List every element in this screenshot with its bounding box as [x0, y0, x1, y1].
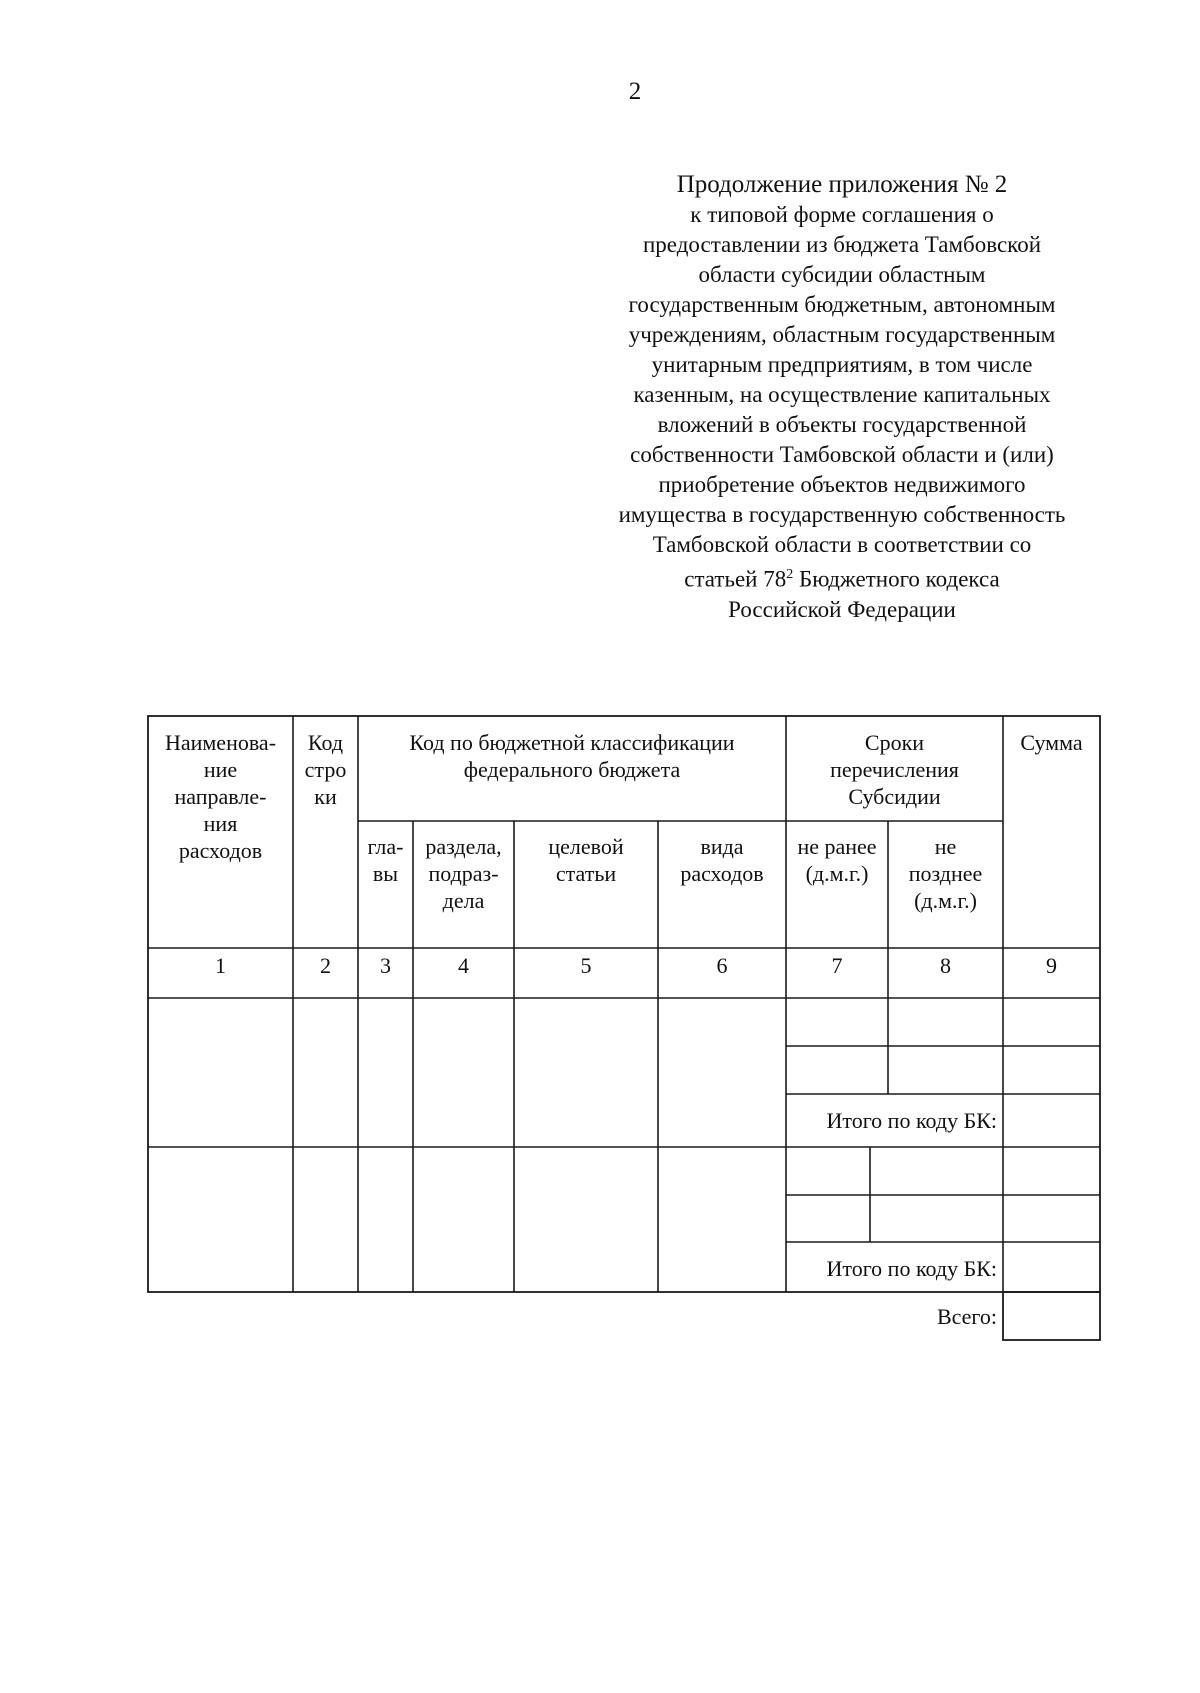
header-target-article: целевой статьи [548, 834, 624, 886]
column-number: 6 [716, 953, 728, 978]
header-not-earlier: не ранее (д.м.г.) [797, 834, 877, 886]
column-number: 4 [458, 953, 469, 978]
total-box [1003, 1292, 1100, 1340]
header-terms-group: Сроки перечисления Субсидии [830, 730, 959, 809]
header-kbk-group: Код по бюджетной классификации федерального бюджета [409, 730, 735, 782]
appendix-line: к типовой форме соглашения о [690, 202, 994, 227]
column-number: 5 [580, 953, 592, 978]
appendix-line: области субсидии областным [698, 262, 986, 287]
appendix-line: Тамбовской области в соответствии со [652, 532, 1032, 557]
appendix-line: унитарным предприятиям, в том числе [651, 352, 1033, 377]
header-expense-name: Наименова- ние направле- ния расходов [164, 730, 277, 863]
appendix-title: Продолжение приложения № 2 [676, 171, 1008, 198]
header-section: раздела, подраз- дела [425, 834, 502, 913]
appendix-line: государственным бюджетным, автономным [628, 292, 1056, 317]
appendix-line: предоставлении из бюджета Тамбовской [643, 232, 1041, 257]
column-number: 8 [940, 953, 951, 978]
subtotal-label: Итого по коду БК: [826, 1256, 997, 1281]
column-number: 3 [380, 953, 391, 978]
column-number: 1 [215, 953, 226, 978]
article-prefix: статьей 78 [684, 566, 787, 592]
appendix-line: казенным, на осуществление капитальных [633, 382, 1051, 407]
column-number: 9 [1046, 953, 1057, 978]
appendix-line: учреждениям, областным государственным [628, 322, 1056, 347]
header-row-code: Код стро ки [304, 730, 347, 809]
column-number: 2 [320, 953, 331, 978]
header-expense-type: вида расходов [680, 834, 764, 886]
total-label: Всего: [936, 1304, 997, 1329]
article-superscript: 2 [786, 567, 794, 582]
header-sum: Сумма [1020, 730, 1083, 755]
column-number: 7 [831, 953, 843, 978]
page-number: 2 [628, 78, 642, 105]
appendix-line: собственности Тамбовской области и (или) [630, 442, 1054, 467]
appendix-line: вложений в объекты государственной [657, 412, 1027, 437]
subtotal-label: Итого по коду БК: [826, 1108, 997, 1133]
appendix-line: Российской Федерации [728, 596, 956, 622]
header-not-later: не позднее (д.м.г.) [908, 834, 983, 913]
header-chapter: гла- вы [367, 834, 404, 886]
appendix-line: приобретение объектов недвижимого [658, 472, 1026, 497]
article-suffix: Бюджетного кодекса [793, 566, 1000, 592]
appendix-line: имущества в государственную собственность [618, 502, 1066, 527]
